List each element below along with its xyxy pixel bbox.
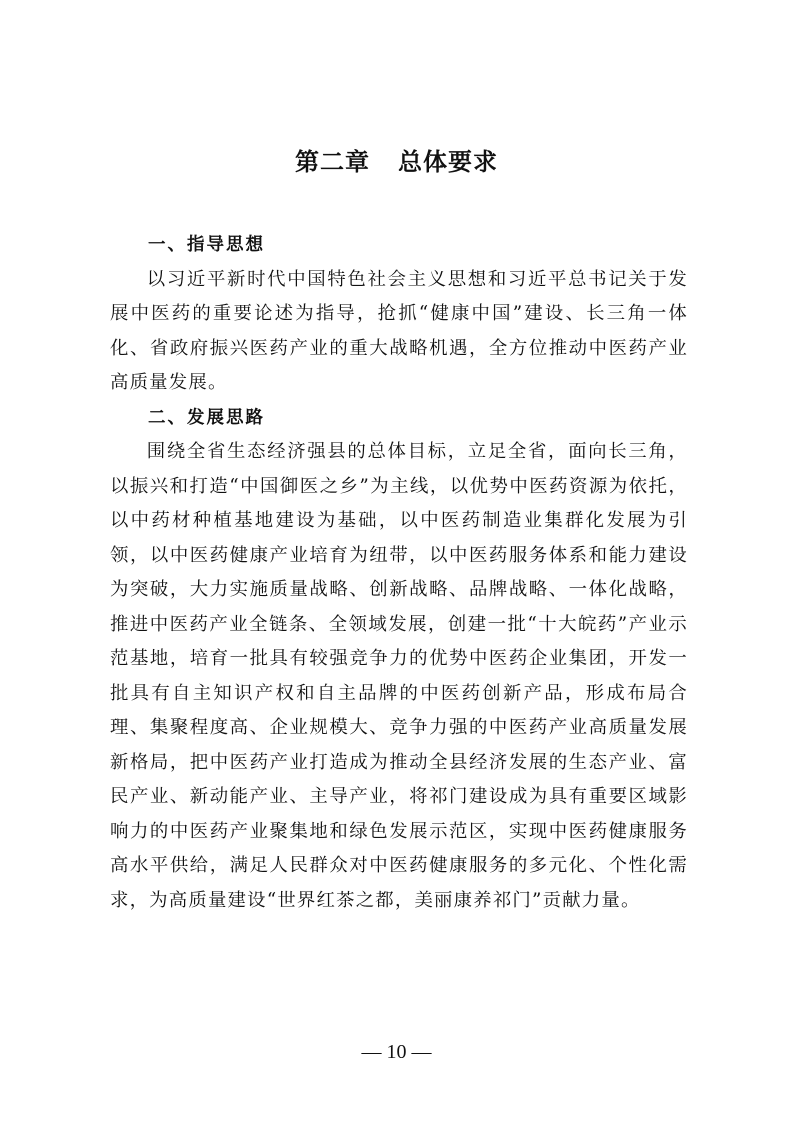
chapter-name: 总体要求 [398,148,498,176]
document-body [110,228,688,918]
section-paragraph-development-approach: 围绕全省生态经济强县的总体目标，立足全省，面向长三角，以振兴和打造“中国御医之乡”为主线，以优势中医药资源为依托，以中药材种植基地建设为基础，以中医药制造业集群化发展为引领，以中医药健康产业培育为纽带，以中医药服务体系和能力建设为突破，大力实施质量战略、创新战略、品牌战略、一体化战略，推进中医药产业全链条、全领域发展，创建一批“十大皖药”产业示范基地，培育一批具有较强竞争力的优势中医药企业集团，开发一批具有自主知识产权和自主品牌的中医药创新产品，形成布局合理、集聚程度高、企业规模大、竞争力强的中医药产业高质量发展新格局，把中医药产业打造成为推动全县经济发展的生态产业、富民产业、新动能产业、主导产业，将祁门建设成为具有重要区域影响力的中医药产业聚集地和绿色发展示范区，实现中医药健康服务高水平供给，满足人民群众对中医药健康服务的多元化、个性化需求，为高质量建设“世界红茶之都，美丽康养祁门”贡献力量。 [110,441,688,911]
section-paragraph-guiding-ideology: 以习近平新时代中国特色社会主义思想和习近平总书记关于发展中医药的重要论述为指导，抢抓“健康中国”建设、长三角一体化、省政府振兴医药产业的重大战略机遇，全方位推动中医药产业高质量发展。 [110,268,688,393]
section-heading-development-approach: 二、发展思路 [148,407,265,428]
page-number: — 10 — [361,1041,432,1063]
chapter-title [0,146,793,178]
section-heading-guiding-ideology: 一、指导思想 [148,235,265,255]
chapter-label: 第二章 [295,148,370,176]
